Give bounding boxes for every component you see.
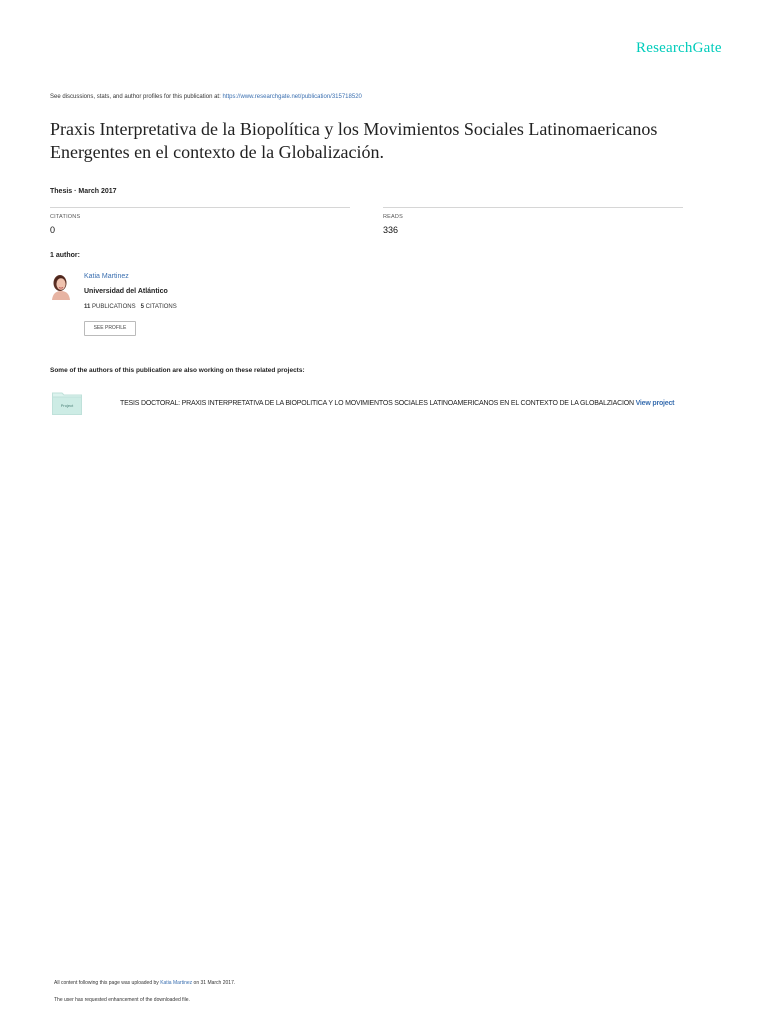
author-citations-label: CITATIONS xyxy=(145,304,177,310)
author-institution: Universidad del Atlántico xyxy=(84,288,168,295)
project-title: TESIS DOCTORAL: PRAXIS INTERPRETATIVA DE LA BIOPOLITICA Y LO MOVIMIENTOS SOCIALES LATINOAMERICANOS EN EL CONTEXTO DE LA GLOBALZIACION xyxy=(120,400,634,407)
reads-value: 336 xyxy=(383,225,399,235)
author-publications-label: PUBLICATIONS xyxy=(92,304,136,310)
author-avatar[interactable] xyxy=(50,272,72,300)
upload-suffix: on 31 March 2017. xyxy=(193,980,236,986)
author-stats xyxy=(84,304,177,310)
discussion-prefix: See discussions, stats, and author profiles for this publication at: xyxy=(50,94,221,100)
see-profile-button[interactable]: SEE PROFILE xyxy=(84,321,136,336)
view-project-link[interactable]: View project xyxy=(635,400,675,407)
citations-value: 0 xyxy=(50,225,56,235)
enhancement-note: The user has requested enhancement of the downloaded file. xyxy=(54,997,190,1003)
avatar-portrait-icon xyxy=(50,272,72,300)
publication-meta: Thesis · March 2017 xyxy=(50,188,117,195)
citations-divider xyxy=(50,207,350,208)
reads-label: READS xyxy=(383,214,403,220)
reads-divider xyxy=(383,207,683,208)
upload-note xyxy=(54,980,235,986)
discussion-line xyxy=(50,94,362,100)
citations-label: CITATIONS xyxy=(50,214,81,220)
author-name-link[interactable]: Katia Martinez xyxy=(84,273,129,280)
publication-title: Praxis Interpretativa de la Biopolítica y los Movimientos Sociales Latinomaericanos Energentes en el contexto de la Globalización. xyxy=(50,119,658,162)
authors-label: 1 author: xyxy=(50,252,80,259)
related-projects-heading: Some of the authors of this publication are also working on these related projects: xyxy=(50,367,305,374)
author-publications-count: 11 xyxy=(84,304,91,310)
project-icon-label: Project xyxy=(60,403,74,408)
author-citations-count: 5 xyxy=(140,304,144,310)
publication-url-link[interactable]: https://www.researchgate.net/publication/315718520 xyxy=(222,94,362,100)
upload-prefix: All content following this page was uploaded by xyxy=(54,980,159,986)
project-entry xyxy=(120,400,674,407)
project-folder-icon[interactable] xyxy=(52,391,82,415)
researchgate-logo[interactable]: ResearchGate xyxy=(636,40,722,56)
uploader-link[interactable]: Katia Martinez xyxy=(160,980,193,986)
